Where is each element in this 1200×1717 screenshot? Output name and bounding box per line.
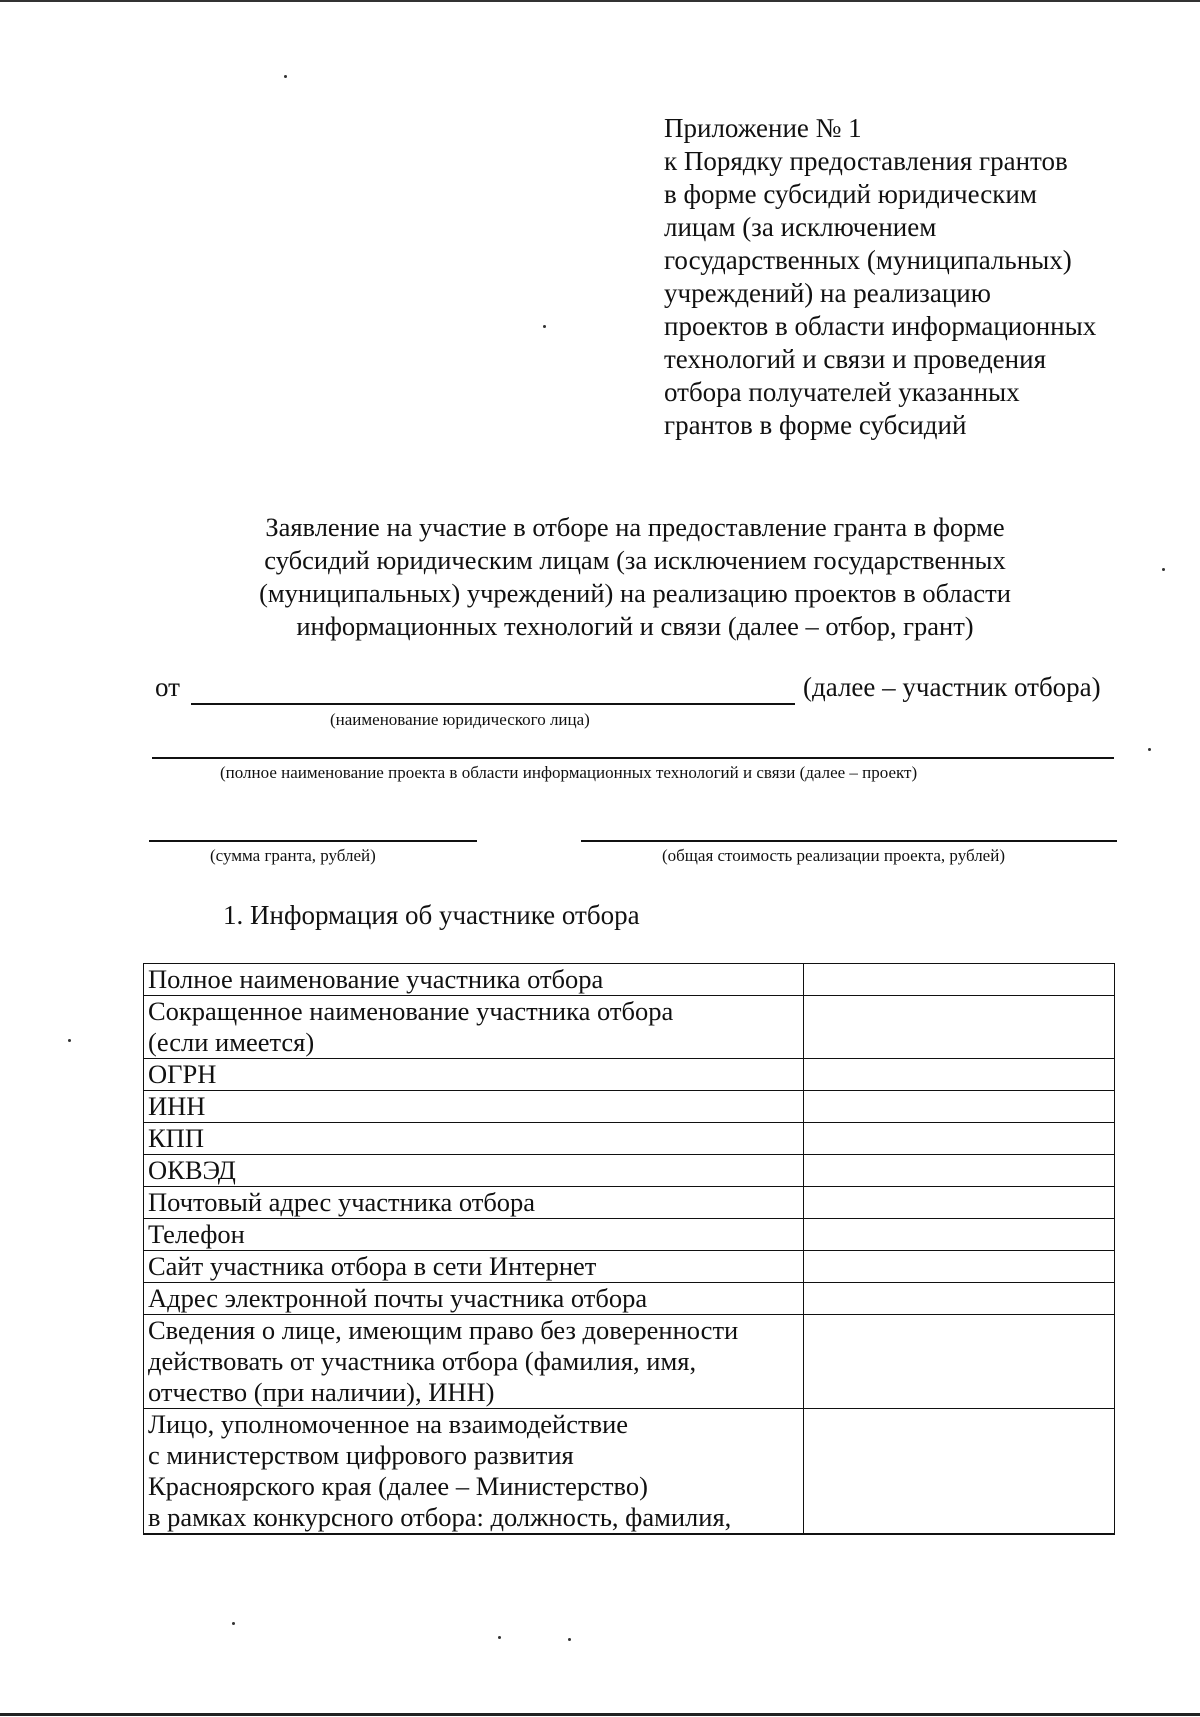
field-value-cell[interactable] (803, 1219, 1115, 1251)
field-label-line: (если имеется) (148, 1027, 315, 1057)
field-label-cell (144, 1155, 804, 1187)
title-line: Заявление на участие в отборе на предоставление гранта в форме (265, 512, 1005, 542)
table-row (144, 996, 1115, 1059)
appendix-line: учреждений) на реализацию (664, 278, 991, 308)
field-label-line: в рамках конкурсного отбора: должность, фамилия, (148, 1502, 732, 1532)
field-label-line: ИНН (148, 1091, 206, 1121)
field-value-cell[interactable] (803, 1091, 1115, 1123)
table-row (144, 1091, 1115, 1123)
field-label-line: Сайт участника отбора в сети Интернет (148, 1251, 597, 1281)
appendix-line: лицам (за исключением (664, 212, 937, 242)
applicant-name-caption: (наименование юридического лица) (330, 710, 590, 729)
field-label-line: Почтовый адрес участника отбора (148, 1187, 536, 1217)
title-line: субсидий юридическим лицам (за исключением государственных (264, 545, 1006, 575)
field-value-cell[interactable] (803, 1155, 1115, 1187)
scan-speck (1162, 568, 1165, 571)
field-label-cell (144, 1123, 804, 1155)
field-label-cell (144, 1059, 804, 1091)
field-label-cell (144, 964, 804, 996)
appendix-line: грантов в форме субсидий (664, 410, 967, 440)
field-label-line: ОКВЭД (148, 1155, 236, 1185)
field-label-line: действовать от участника отбора (фамилия, имя, (148, 1346, 697, 1376)
field-label-line: отчество (при наличии), ИНН) (148, 1377, 495, 1407)
applicant-row (155, 672, 1115, 708)
document-title (150, 511, 1120, 643)
field-label-line: Сокращенное наименование участника отбора (148, 996, 674, 1026)
project-cost-field[interactable] (581, 840, 1117, 842)
field-value-cell[interactable] (803, 1283, 1115, 1315)
table-row (144, 1059, 1115, 1091)
field-label-line: Телефон (148, 1219, 245, 1249)
field-label-cell (144, 1187, 804, 1219)
field-label-line: КПП (148, 1123, 204, 1153)
table-row (144, 1409, 1115, 1535)
table-row (144, 1315, 1115, 1409)
grant-amount-field[interactable] (149, 840, 477, 842)
from-label: от (155, 672, 180, 702)
appendix-line: Приложение № 1 (664, 113, 862, 143)
field-label-line: с министерством цифрового развития (148, 1440, 574, 1470)
appendix-header (664, 112, 1134, 442)
field-label-line: Лицо, уполномоченное на взаимодействие (148, 1409, 629, 1439)
participant-info-table (143, 963, 1115, 1535)
field-label-line: ОГРН (148, 1059, 217, 1089)
scan-speck (568, 1638, 571, 1641)
table-row (144, 1123, 1115, 1155)
title-line: информационных технологий и связи (далее – отбор, грант) (296, 611, 974, 641)
appendix-line: в форме субсидий юридическим (664, 179, 1037, 209)
top-border-line (0, 0, 1200, 2)
field-value-cell[interactable] (803, 1059, 1115, 1091)
scan-speck (1148, 748, 1151, 751)
field-label-cell (144, 1283, 804, 1315)
field-label-line: Сведения о лице, имеющим право без доверенности (148, 1315, 739, 1345)
section-heading: 1. Информация об участнике отбора (223, 900, 640, 930)
table-row (144, 964, 1115, 996)
scan-speck (543, 325, 546, 328)
table-row (144, 1219, 1115, 1251)
field-label-line: Адрес электронной почты участника отбора (148, 1283, 648, 1313)
applicant-suffix: (далее – участник отбора) (803, 672, 1101, 702)
appendix-line: государственных (муниципальных) (664, 245, 1072, 275)
appendix-line: проектов в области информационных (664, 311, 1097, 341)
project-cost-caption: (общая стоимость реализации проекта, рублей) (662, 846, 1005, 865)
bottom-border-line (0, 1713, 1200, 1716)
table-row (144, 1187, 1115, 1219)
appendix-line: к Порядку предоставления грантов (664, 146, 1068, 176)
table-row (144, 1155, 1115, 1187)
table-row (144, 1251, 1115, 1283)
appendix-line: отбора получателей указанных (664, 377, 1020, 407)
field-value-cell[interactable] (803, 1409, 1115, 1535)
field-label-cell (144, 1251, 804, 1283)
project-name-field[interactable] (152, 757, 1114, 759)
scan-speck (498, 1636, 501, 1639)
field-value-cell[interactable] (803, 996, 1115, 1059)
title-line: (муниципальных) учреждений) на реализацию проектов в области (259, 578, 1011, 608)
field-label-cell (144, 996, 804, 1059)
field-value-cell[interactable] (803, 1187, 1115, 1219)
field-value-cell[interactable] (803, 1251, 1115, 1283)
scan-speck (284, 75, 287, 78)
scan-speck (68, 1039, 71, 1042)
field-value-cell[interactable] (803, 1123, 1115, 1155)
field-label-line: Красноярского края (далее – Министерство) (148, 1471, 648, 1501)
field-label-line: Полное наименование участника отбора (148, 964, 604, 994)
field-label-cell (144, 1315, 804, 1409)
field-label-cell (144, 1219, 804, 1251)
field-label-cell (144, 1091, 804, 1123)
field-label-cell (144, 1409, 804, 1535)
field-value-cell[interactable] (803, 1315, 1115, 1409)
field-value-cell[interactable] (803, 964, 1115, 996)
grant-amount-caption: (сумма гранта, рублей) (210, 846, 376, 865)
applicant-name-field[interactable] (191, 703, 795, 705)
table-row (144, 1283, 1115, 1315)
participant-info-table-body (144, 964, 1115, 1535)
project-name-caption: (полное наименование проекта в области информационных технологий и связи (далее – проект) (220, 763, 918, 782)
scan-speck (232, 1622, 235, 1625)
appendix-line: технологий и связи и проведения (664, 344, 1046, 374)
